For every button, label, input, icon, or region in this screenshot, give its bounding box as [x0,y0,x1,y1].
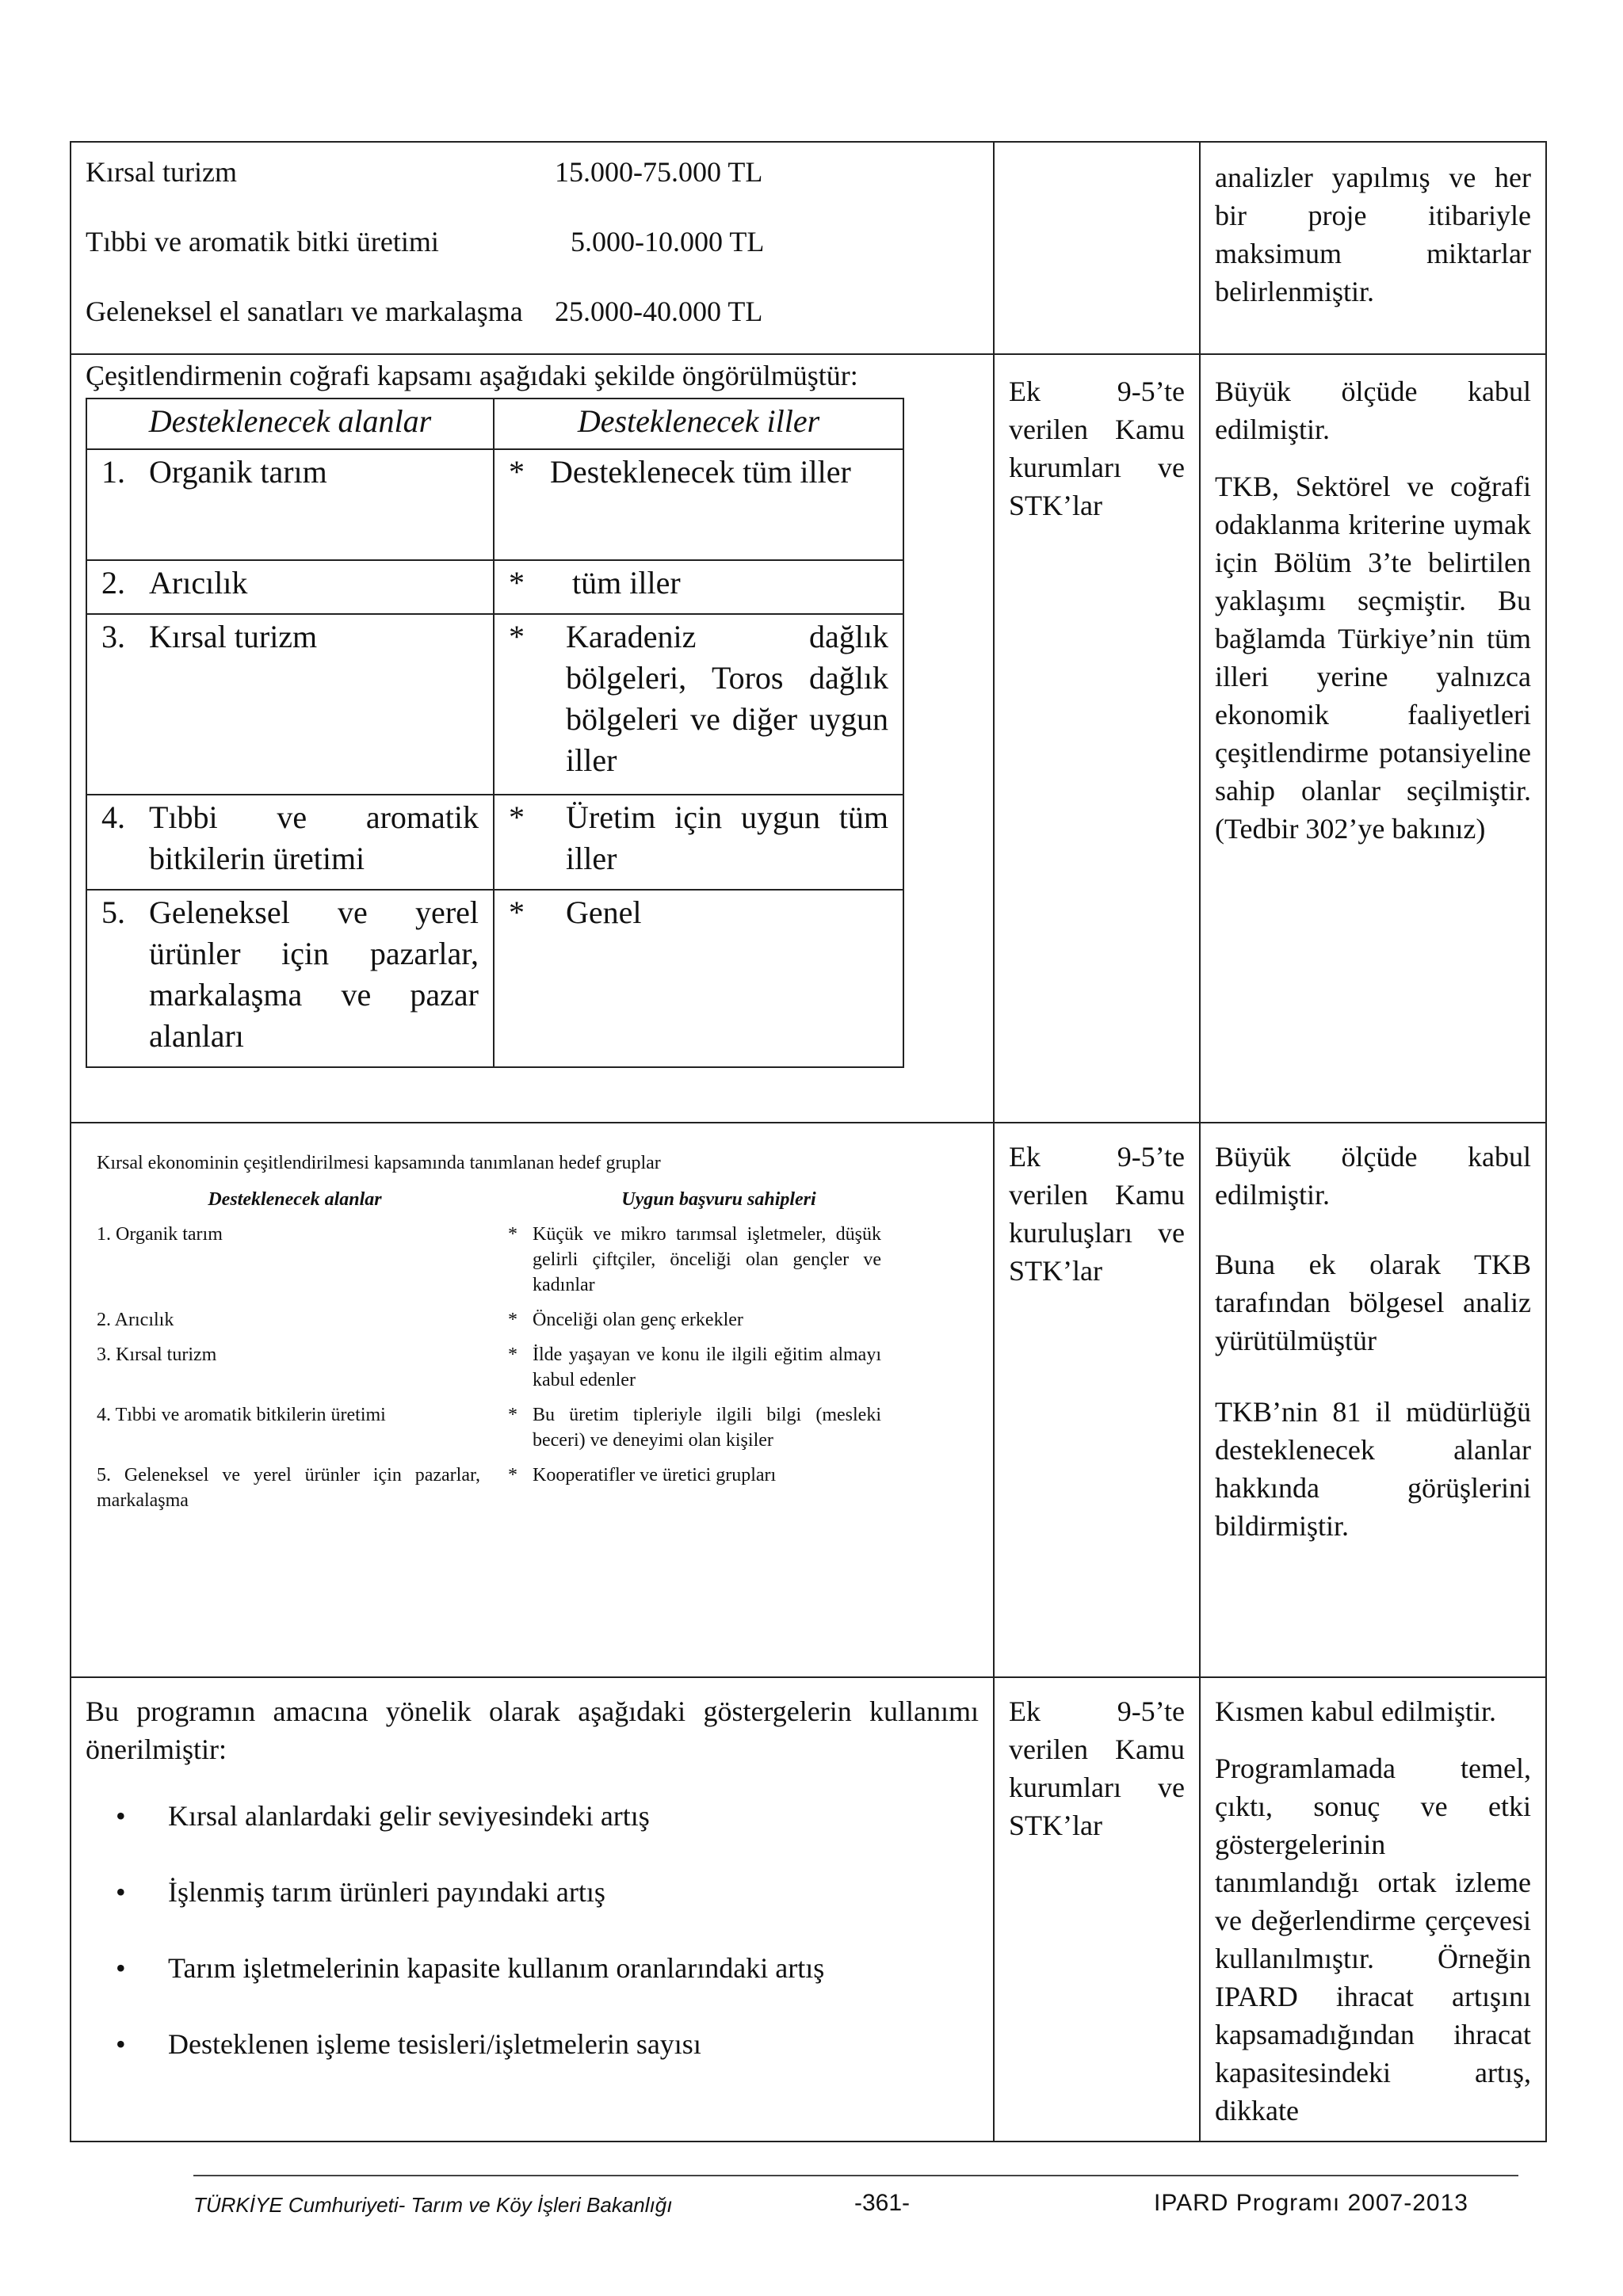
area-cell [86,795,494,890]
amount-label: Tıbbi ve aromatik bitki üretimi [86,226,439,257]
province-text: Desteklenecek tüm iller [550,454,851,490]
row-number: 3. [101,619,125,654]
consultation-table [70,141,1547,2142]
applicants-text: Bu üretim tipleriyle ilgili bilgi (mesleki beceri) ve deneyimi olan kişiler [533,1405,881,1451]
bullet-star: * [508,1405,517,1425]
province-cell [494,890,903,1067]
response-text: analizler yapılmış ve her bir proje itibariyle maksimum miktarlar belirlenmiştir. [1215,162,1531,307]
column-header: Desteklenecek iller [494,399,903,449]
area-text: Arıcılık [149,565,248,601]
response-text: TKB, Sektörel ve coğrafi odaklanma kriterine uymak için Bölüm 3’te belirtilen yaklaşımı seçmiştir. Bu bağlamda Türkiye’nin tüm illeri yerine yalnızca ekonomik faaliyetleri çeşitlendirme potansiyeline sahip olanlar seçilmiştir. (Tedbir 302’ye bakınız) [1215,471,1531,845]
column-header: Desteklenecek alanlar [208,1189,382,1210]
page-number: -361- [854,2190,911,2216]
source-cell [994,1677,1200,2142]
proposal-cell [71,142,994,354]
applicants-cell [493,1222,945,1307]
table-row [97,1307,945,1342]
table-row [86,795,903,890]
response-cell [1200,142,1546,354]
row-number: 1. [101,454,125,490]
column-header: Desteklenecek alanlar [86,399,494,449]
amount-value: 25.000-40.000 TL [555,296,763,327]
response-cell [1200,1123,1546,1677]
section-intro: Çeşitlendirmenin coğrafi kapsamı aşağıdaki şekilde öngörülmüştür: [86,360,858,391]
table-row [71,142,1546,354]
footer-rule [193,2175,1518,2176]
applicants-cell [493,1342,945,1402]
footer-program: IPARD Programı 2007-2013 [1154,2190,1468,2216]
source-text: Ek 9-5’te verilen Kamu kurumları ve STK’lar [1009,1695,1185,1841]
amount-line [86,212,993,282]
area-text: Kırsal turizm [149,619,318,654]
area-text: Geleneksel ve yerel ürünler için pazarlar, markalaşma ve pazar alanları [149,894,479,1054]
proposal-cell [71,1677,994,2142]
list-item: • Tarım işletmelerinin kapasite kullanım oranlarındaki artış [71,1949,993,2025]
target-groups-table [97,1187,945,1513]
response-text: Kısmen kabul edilmiştir. [1215,1695,1496,1727]
response-text: Buna ek olarak TKB tarafından bölgesel analiz yürütülmüştür [1215,1249,1531,1356]
proposal-cell [71,354,994,1123]
section-intro: Kırsal ekonominin çeşitlendirilmesi kapsamında tanımlanan hedef gruplar [97,1153,661,1173]
row-number: 2. [101,565,125,601]
list-item: • Desteklenen işleme tesisleri/işletmelerin sayısı [71,2025,993,2101]
area-text: 2. Arıcılık [97,1310,174,1330]
response-text: Büyük ölçüde kabul edilmiştir. [1215,1141,1531,1211]
amount-label: Kırsal turizm [86,156,237,188]
list-item: • İşlenmiş tarım ürünleri payındaki artış [71,1873,993,1949]
area-cell [86,560,494,614]
source-cell [994,354,1200,1123]
table-row [86,614,903,795]
proposal-cell [71,1123,994,1677]
applicants-text: İlde yaşayan ve konu ile ilgili eğitim almayı kabul edenler [533,1344,881,1390]
bullet-star: * [509,619,525,654]
amount-line [86,282,993,352]
section-intro: Bu programın amacına yönelik olarak aşağıdaki göstergelerin kullanımı önerilmiştir: [86,1695,979,1765]
table-row [71,1123,1546,1677]
table-row [86,449,903,560]
bullet-star: * [509,565,525,601]
applicants-cell [493,1307,945,1342]
table-row [71,1677,1546,2142]
column-header: Uygun başvuru sahipleri [621,1189,816,1210]
bullet-star: * [508,1465,517,1486]
province-cell [494,560,903,614]
bullet-star: * [508,1310,517,1330]
table-row [71,354,1546,1123]
province-text: Karadeniz dağlık bölgeleri, Toros dağlık bölgeleri ve diğer uygun iller [566,619,888,778]
province-text: Genel [566,894,642,930]
area-text: 3. Kırsal turizm [97,1344,217,1365]
row-number: 5. [101,894,125,930]
source-text: Ek 9-5’te verilen Kamu kuruluşları ve STK’lar [1009,1141,1185,1287]
province-text: tüm iller [572,565,681,601]
response-cell [1200,1677,1546,2142]
table-row [97,1342,945,1402]
amount-line [86,143,993,212]
coverage-table [86,398,904,1068]
applicants-cell [493,1463,945,1513]
area-text: 4. Tıbbi ve aromatik bitkilerin üretimi [97,1405,386,1425]
area-cell [86,614,494,795]
bullet-star: * [508,1224,517,1245]
area-text: 1. Organik tarım [97,1224,223,1245]
applicants-text: Kooperatifler ve üretici grupları [533,1465,777,1486]
table-row [97,1222,945,1307]
applicants-text: Önceliği olan genç erkekler [533,1310,743,1330]
applicants-cell [493,1402,945,1463]
table-row [97,1402,945,1463]
table-row [86,890,903,1067]
province-text: Üretim için uygun tüm iller [566,799,888,876]
table-row [97,1463,945,1513]
response-cell [1200,354,1546,1123]
source-cell [994,1123,1200,1677]
list-item: • Kırsal alanlardaki gelir seviyesindeki artış [71,1797,993,1873]
area-cell [86,449,494,560]
area-text: 5. Geleneksel ve yerel ürünler için pazarlar, markalaşma [97,1465,480,1511]
source-text: Ek 9-5’te verilen Kamu kurumları ve STK’lar [1009,376,1185,521]
table-row [86,560,903,614]
bullet-star: * [508,1344,517,1365]
province-cell [494,449,903,560]
indicator-list [71,1797,993,2101]
area-text: Organik tarım [149,454,327,490]
province-cell [494,614,903,795]
bullet-star: * [509,799,525,835]
bullet-star: * [509,454,525,490]
row-number: 4. [101,799,125,835]
bullet-star: * [509,894,525,930]
area-text: Tıbbi ve aromatik bitkilerin üretimi [149,799,479,876]
response-text: Büyük ölçüde kabul edilmiştir. [1215,376,1531,445]
footer-ministry: TÜRKİYE Cumhuriyeti- Tarım ve Köy İşleri Bakanlığı [193,2193,673,2217]
amount-value: 15.000-75.000 TL [555,156,763,188]
response-text: Programlamada temel, çıktı, sonuç ve etki göstergelerinin tanımlandığı ortak izleme ve değerlendirme çerçevesi kullanılmıştır. Örneğin IPARD ihracat artışını kapsamadığından ihracat kapasitesindeki artış, dikkate [1215,1753,1531,2126]
amount-label: Geleneksel el sanatları ve markalaşma [86,296,523,327]
area-cell [86,890,494,1067]
applicants-text: Küçük ve mikro tarımsal işletmeler, düşük gelirli çiftçiler, önceliği olan gençler ve kadınlar [533,1224,881,1295]
province-cell [494,795,903,890]
response-text: TKB’nin 81 il müdürlüğü desteklenecek alanlar hakkında görüşlerini bildirmiştir. [1215,1396,1531,1542]
source-cell [994,142,1200,354]
amount-value: 5.000-10.000 TL [571,226,765,257]
